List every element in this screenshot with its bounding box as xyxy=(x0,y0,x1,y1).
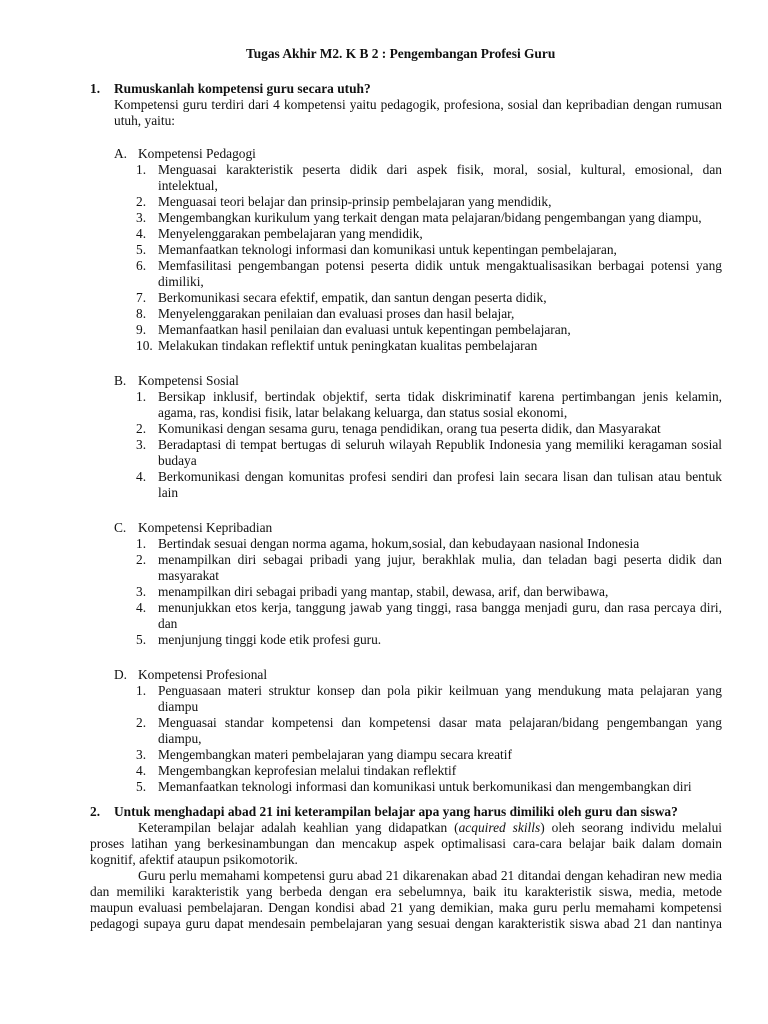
list-item-number: 3. xyxy=(136,747,147,762)
list-item-number: 2. xyxy=(136,421,147,436)
list-item-number: 2. xyxy=(136,552,147,567)
list-item-text: Bersikap inklusif, bertindak objektif, serta tidak diskriminatif karena pertimbangan jenis kelamin, xyxy=(158,389,722,404)
list-item-text: menampilkan diri sebagai pribadi yang jujur, berakhlak mulia, dan teladan bagi peserta didik dan xyxy=(158,552,722,567)
q2-p2-line1: Guru perlu memahami kompetensi guru abad 21 dikarenakan abad 21 ditandai dengan kehadiran new media xyxy=(138,868,722,883)
list-item-text: menampilkan diri sebagai pribadi yang mantap, stabil, dewasa, arif, dan berwibawa, xyxy=(158,584,609,599)
section-heading: Kompetensi Kepribadian xyxy=(138,520,273,535)
list-item-number: 1. xyxy=(136,683,147,698)
q1-question: Rumuskanlah kompetensi guru secara utuh? xyxy=(114,81,371,96)
list-item-number: 4. xyxy=(136,469,147,484)
list-item-number: 4. xyxy=(136,600,147,615)
list-item-text-cont: intelektual, xyxy=(158,178,218,193)
section-letter: C. xyxy=(114,520,127,535)
list-item-number: 4. xyxy=(136,763,147,778)
list-item-text-cont: dan xyxy=(158,616,178,631)
list-item-number: 1. xyxy=(136,389,147,404)
section-heading: Kompetensi Profesional xyxy=(138,667,268,682)
list-item-text-cont: agama, ras, kondisi fisik, latar belakang keluarga, dan status sosial ekonomi, xyxy=(158,405,568,420)
section-letter: D. xyxy=(114,667,128,682)
list-item-text: Penguasaan materi struktur konsep dan pola pikir keilmuan yang mendukung mata pelajaran yang xyxy=(158,683,722,698)
list-item-text: Memanfaatkan teknologi informasi dan komunikasi untuk berkomunikasi dan mengembangkan diri xyxy=(158,779,692,794)
list-item-number: 5. xyxy=(136,632,147,647)
acquired-skills-term: acquired skills xyxy=(458,820,541,835)
list-item-number: 3. xyxy=(136,584,147,599)
section-letter: A. xyxy=(114,146,128,161)
list-item-text-cont: dimiliki, xyxy=(158,274,204,289)
list-item-text: Beradaptasi di tempat bertugas di seluruh wilayah Republik Indonesia yang memiliki keragaman sosial xyxy=(158,437,722,452)
q2-question: Untuk menghadapi abad 21 ini keterampilan belajar apa yang harus dimiliki oleh guru dan siswa? xyxy=(114,804,678,819)
list-item-number: 10. xyxy=(136,338,153,353)
q2-number: 2. xyxy=(90,804,101,819)
q2-p2-line3: maupun evaluasi pembelajaran. Dengan kondisi abad 21 yang demikian, maka guru perlu memahami kompetensi xyxy=(90,900,722,915)
list-item-number: 1. xyxy=(136,536,147,551)
list-item-text: Memanfaatkan teknologi informasi dan komunikasi untuk kepentingan pembelajaran, xyxy=(158,242,617,257)
list-item-text: Komunikasi dengan sesama guru, tenaga pendidikan, orang tua peserta didik, dan Masyarakat xyxy=(158,421,661,436)
list-item-text: Menyelenggarakan pembelajaran yang mendidik, xyxy=(158,226,423,241)
list-item-number: 3. xyxy=(136,210,147,225)
list-item-number: 7. xyxy=(136,290,147,305)
q2-p1-line2: proses latihan yang berkesinambungan dan mencakup aspek optimalisasi cara-cara belajar baik dalam domain xyxy=(90,836,722,851)
q1-intro-line2: utuh, yaitu: xyxy=(114,113,175,128)
section-letter: B. xyxy=(114,373,127,388)
list-item-number: 2. xyxy=(136,194,147,209)
q2-p1-line3: kognitif, afektif ataupun psikomotorik. xyxy=(90,852,298,867)
list-item-number: 9. xyxy=(136,322,147,337)
q1-intro-line1: Kompetensi guru terdiri dari 4 kompetensi yaitu pedagogik, profesiona, sosial dan kepribadian dengan rumusan xyxy=(114,97,722,112)
list-item-number: 5. xyxy=(136,779,147,794)
list-item-text: Bertindak sesuai dengan norma agama, hokum,sosial, dan kebudayaan nasional Indonesia xyxy=(158,536,640,551)
list-item-text: Memanfaatkan hasil penilaian dan evaluasi untuk kepentingan pembelajaran, xyxy=(158,322,571,337)
list-item-number: 4. xyxy=(136,226,147,241)
q2-p2-line4: pedagogi supaya guru dapat mendesain pembelajaran yang sesuai dengan karakteristik siswa abad 21 dan nantinya xyxy=(90,916,722,931)
list-item-number: 5. xyxy=(136,242,147,257)
list-item-text: Menguasai karakteristik peserta didik dari aspek fisik, moral, sosial, kultural, emosional, dan xyxy=(158,162,722,177)
list-item-text: Melakukan tindakan reflektif untuk peningkatan kualitas pembelajaran xyxy=(158,338,538,353)
list-item-text-cont: diampu, xyxy=(158,731,202,746)
list-item-text-cont: diampu xyxy=(158,699,199,714)
list-item-text-cont: lain xyxy=(158,485,179,500)
list-item-text: Berkomunikasi dengan komunitas profesi sendiri dan profesi lain secara lisan dan tulisan atau bentuk xyxy=(158,469,722,484)
list-item-text: Mengembangkan kurikulum yang terkait dengan mata pelajaran/bidang pengembangan yang diampu, xyxy=(158,210,702,225)
list-item-text: menjunjung tinggi kode etik profesi guru. xyxy=(158,632,382,647)
list-item-text: Menguasai standar kompetensi dan kompetensi dasar mata pelajaran/bidang pengembangan yang xyxy=(158,715,722,730)
list-item-number: 1. xyxy=(136,162,147,177)
list-item-text: Menyelenggarakan penilaian dan evaluasi proses dan hasil belajar, xyxy=(158,306,515,321)
list-item-text: Menguasai teori belajar dan prinsip-prinsip pembelajaran yang mendidik, xyxy=(158,194,552,209)
list-item-text-cont: budaya xyxy=(158,453,197,468)
list-item-text: Berkomunikasi secara efektif, empatik, dan santun dengan peserta didik, xyxy=(158,290,547,305)
q2-p2-line2: dan memiliki karakteristik yang berbeda dengan era sebelumnya, baik itu karakteristik siswa, media, metode xyxy=(90,884,722,899)
list-item-number: 8. xyxy=(136,306,147,321)
list-item-text-cont: masyarakat xyxy=(158,568,219,583)
section-heading: Kompetensi Sosial xyxy=(138,373,239,388)
list-item-number: 2. xyxy=(136,715,147,730)
document-title: Tugas Akhir M2. K B 2 : Pengembangan Profesi Guru xyxy=(246,46,556,61)
list-item-number: 3. xyxy=(136,437,147,452)
list-item-text: Memfasilitasi pengembangan potensi peserta didik untuk mengaktualisasikan berbagai potensi yang xyxy=(158,258,722,273)
section-heading: Kompetensi Pedagogi xyxy=(138,146,256,161)
list-item-text: Mengembangkan keprofesian melalui tindakan reflektif xyxy=(158,763,457,778)
list-item-number: 6. xyxy=(136,258,147,273)
q1-number: 1. xyxy=(90,81,101,96)
list-item-text: menunjukkan etos kerja, tanggung jawab yang tinggi, rasa bangga menjadi guru, dan rasa percaya diri, xyxy=(158,600,722,615)
list-item-text: Mengembangkan materi pembelajaran yang diampu secara kreatif xyxy=(158,747,512,762)
q2-p1-line1: Keterampilan belajar adalah keahlian yang didapatkan (acquired skills) oleh seorang individu melalui xyxy=(138,820,723,835)
